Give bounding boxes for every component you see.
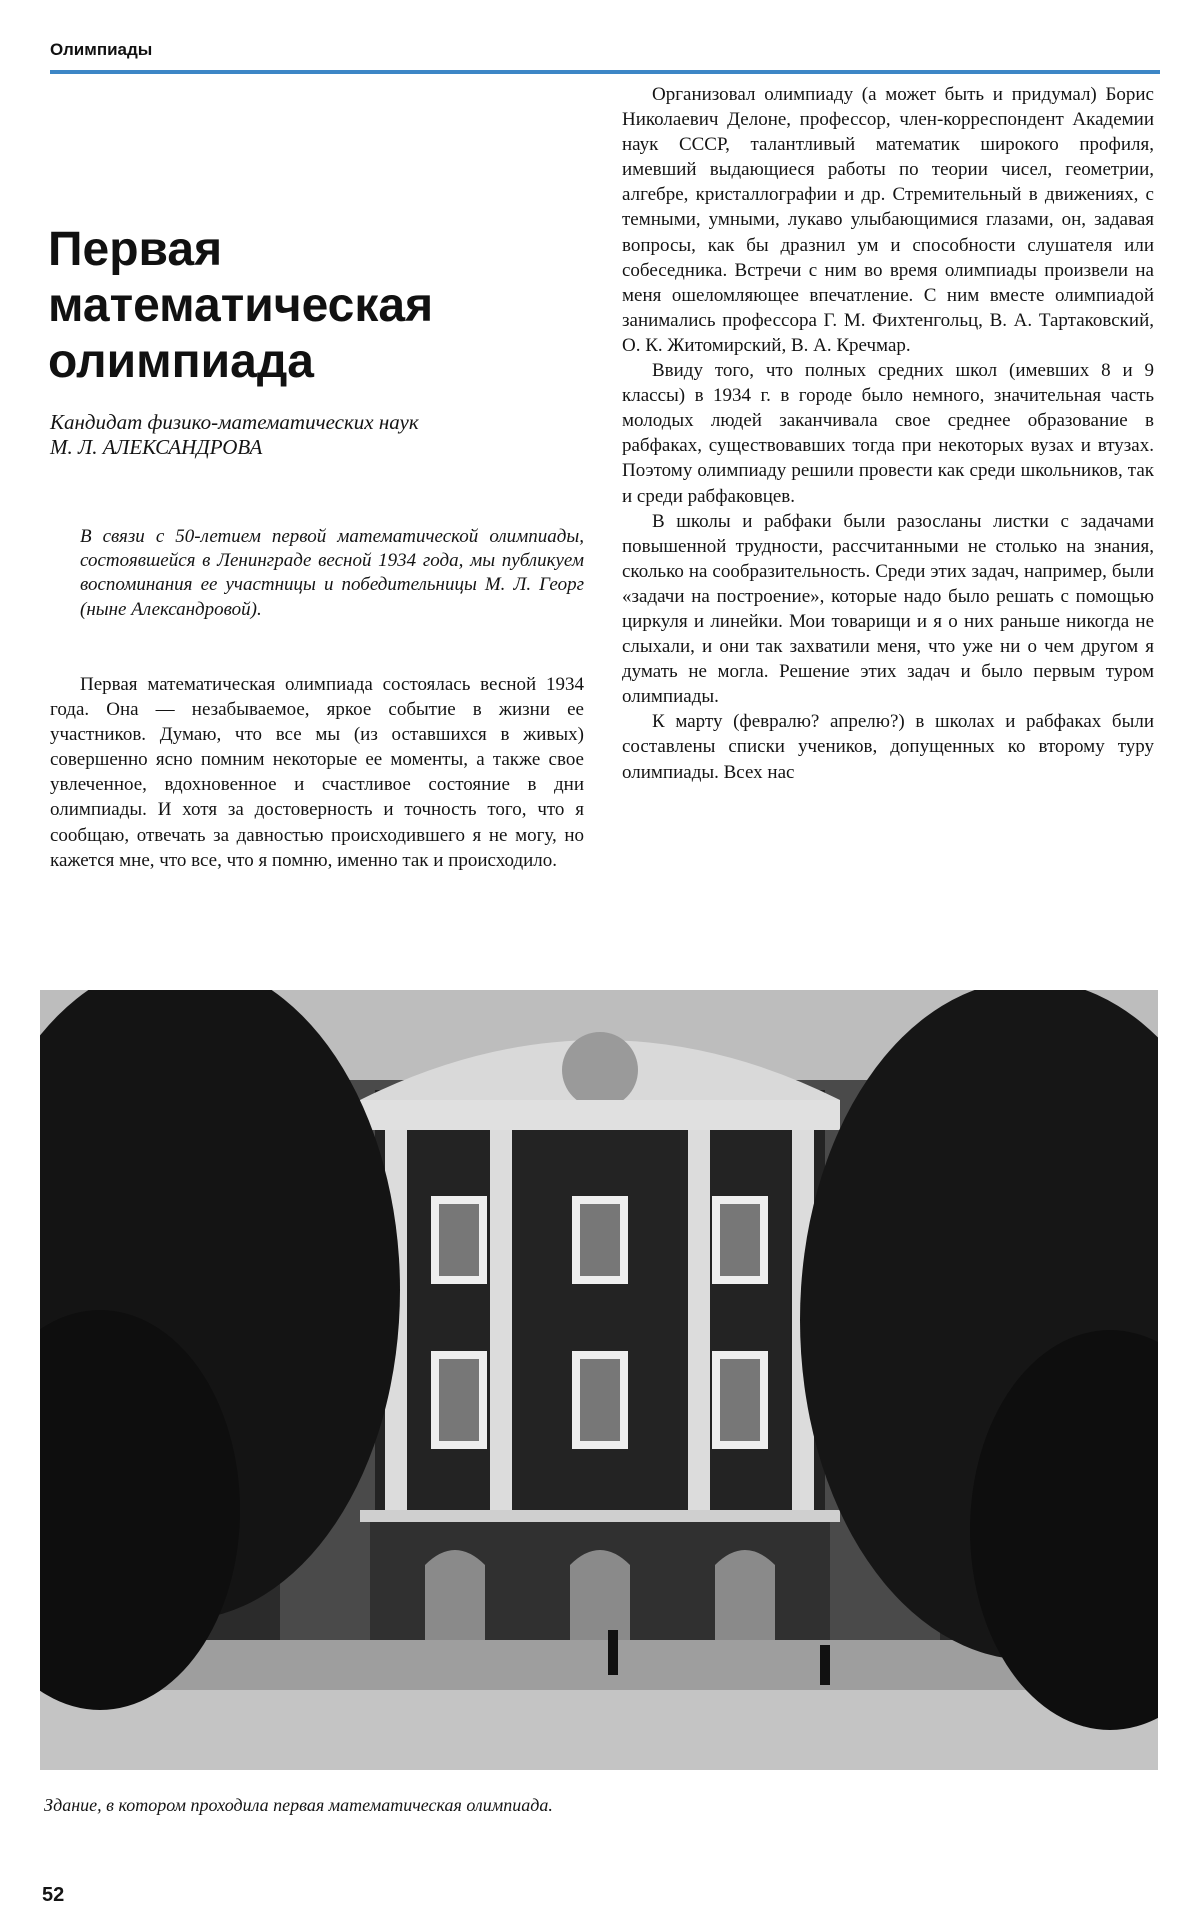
left-column <box>50 672 584 873</box>
body-paragraph: Ввиду того, что полных средних школ (имевших 8 и 9 классы) в 1934 г. в городе было немного, значительная часть молодых людей заканчивала свое среднее образование в рабфаках, существовавших тогда при некоторых вузах и втузах. Поэтому олимпиаду решили провести как среди школьников, так и среди рабфаковцев. <box>622 360 1154 507</box>
title-line: олимпиада <box>48 335 314 388</box>
right-column <box>622 82 1154 785</box>
photo-caption: Здание, в котором проходила первая математическая олимпиада. <box>44 1795 553 1815</box>
page-number: 52 <box>42 1884 65 1906</box>
building-photo <box>40 990 1158 1770</box>
body-paragraph: Организовал олимпиаду (а может быть и придумал) Борис Николаевич Делоне, профессор, член-корреспондент Академии наук СССР, талантливый математик широкого профиля, имевший выдающиеся работы по теории чисел, геометрии, алгебре, кристаллографии и др. Стремительный в движениях, с темными, умными, лукаво улыбающимися глазами, он, задавая вопросы, как бы дразнил ум и способности слушателя или собеседника. Встречи с ним во время олимпиады произвели на меня ошеломляющее впечатление. С ним вместе олимпиадой занимались профессора Г. М. Фихтенгольц, В. А. Тартаковский, О. К. Житомирский, В. А. Кречмар. <box>622 84 1154 356</box>
body-paragraph: К марту (февралю? апрелю?) в школах и рабфаках были составлены списки учеников, допущенных ко второму туру олимпиады. Всех нас <box>622 711 1154 783</box>
title-line: Первая <box>48 223 223 276</box>
title-line: математическая <box>48 279 434 332</box>
body-paragraph: В школы и рабфаки были разосланы листки с задачами повышенной трудности, рассчитанными не столько на знания, сколько на сообразительность. Среди этих задач, например, были «задачи на построение», которые надо было решать с помощью циркуля и линейки. Мои товарищи и я о них раньше никогда не слыхали, и они так захватили меня, что уже ни о чем другом я думать не могла. Решение этих задач и было первым туром олимпиады. <box>622 510 1154 708</box>
article-title <box>48 222 588 390</box>
lead-paragraph: В связи с 50-летием первой математической олимпиады, состоявшейся в Ленинграде весной 1934 года, мы публикуем воспоминания ее участницы и победительницы М. Л. Георг (ныне Александровой). <box>80 526 584 620</box>
body-paragraph: Первая математическая олимпиада состоялась весной 1934 года. Она — незабываемое, яркое событие в жизни ее участников. Думаю, что все мы (из оставшихся в живых) совершенно ясно помним некоторые ее моменты, а также свое увлеченное, вдохновенное и счастливое состояние в дни олимпиады. И хотя за достоверность и точность того, что я сообщаю, отвечать за давностью происходившего я не могу, но кажется мне, что все, что я помню, именно так и происходило. <box>50 674 584 871</box>
author-byline <box>50 410 590 460</box>
author-name: М. Л. АЛЕКСАНДРОВА <box>50 435 263 459</box>
header-rule <box>50 70 1160 74</box>
section-header: Олимпиады <box>50 40 153 59</box>
author-degree: Кандидат физико-математических наук <box>50 410 419 434</box>
